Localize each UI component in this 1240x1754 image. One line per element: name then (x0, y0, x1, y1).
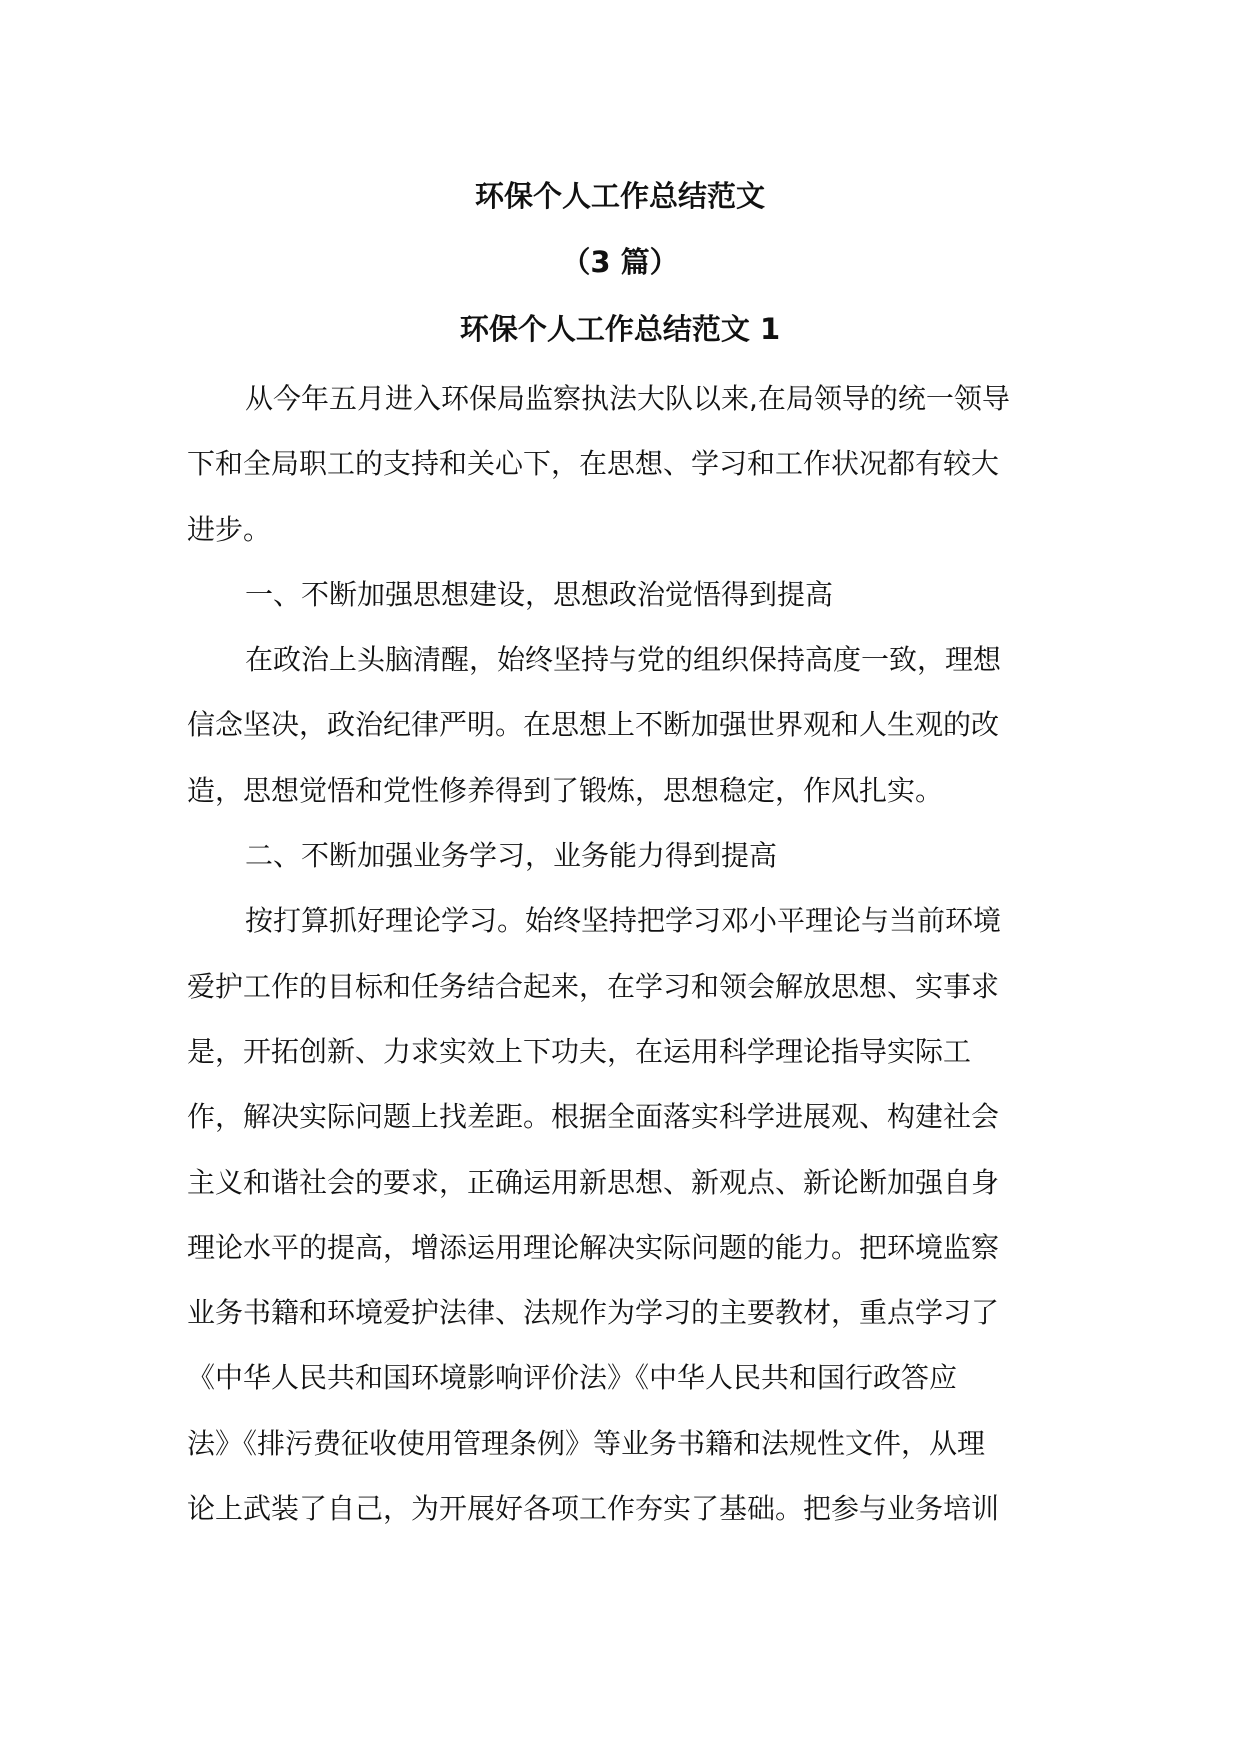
paragraph-line: 进步。 (187, 512, 272, 546)
paragraph-line: 按打算抓好理论学习。始终坚持把学习邓小平理论与当前环境 (245, 904, 1002, 938)
paragraph-line: 爱护工作的目标和任务结合起来，在学习和领会解放思想、实事求 (187, 969, 1000, 1003)
paragraph-line: 法》《排污费征收使用管理条例》等业务书籍和法规性文件，从理 (187, 1426, 986, 1460)
heading-line: 一、不断加强思想建设，思想政治觉悟得到提高 (245, 577, 834, 611)
paragraph-line: 业务书籍和环境爱护法律、法规作为学习的主要教材，重点学习了 (187, 1296, 1000, 1330)
paragraph-line: 从今年五月进入环保局监察执法大队以来,在局领导的统一领导 (245, 382, 1010, 415)
paragraph-line: 《中华人民共和国环境影响评价法》《中华人民共和国行政答应 (187, 1361, 958, 1395)
paragraph-line: 作，解决实际问题上找差距。根据全面落实科学进展观、构建社会 (187, 1100, 1000, 1134)
paragraph-line: 下和全局职工的支持和关心下，在思想、学习和工作状况都有较大 (187, 447, 1000, 481)
document-subtitle: （3 篇） (561, 245, 679, 279)
paragraph-line: 理论水平的提高，增添运用理论解决实际问题的能力。把环境监察 (187, 1230, 1000, 1264)
paragraph-line: 在政治上头脑清醒，始终坚持与党的组织保持高度一致，理想 (245, 643, 1002, 677)
paragraph-line: 论上武装了自己，为开展好各项工作夯实了基础。把参与业务培训 (187, 1492, 1000, 1526)
paragraph-line: 信念坚决，政治纪律严明。在思想上不断加强世界观和人生观的改 (187, 708, 1000, 742)
paragraph-line: 是，开拓创新、力求实效上下功夫，在运用科学理论指导实际工 (187, 1034, 972, 1068)
paragraph-line: 造，思想觉悟和党性修养得到了锻炼，思想稳定，作风扎实。 (187, 773, 944, 807)
paragraph-line: 主义和谐社会的要求，正确运用新思想、新观点、新论断加强自身 (187, 1165, 1000, 1199)
document-title: 环保个人工作总结范文 (474, 179, 765, 213)
section-title: 环保个人工作总结范文 1 (459, 312, 781, 346)
document-body (187, 366, 1067, 1541)
heading-line: 二、不断加强业务学习，业务能力得到提高 (245, 839, 778, 873)
